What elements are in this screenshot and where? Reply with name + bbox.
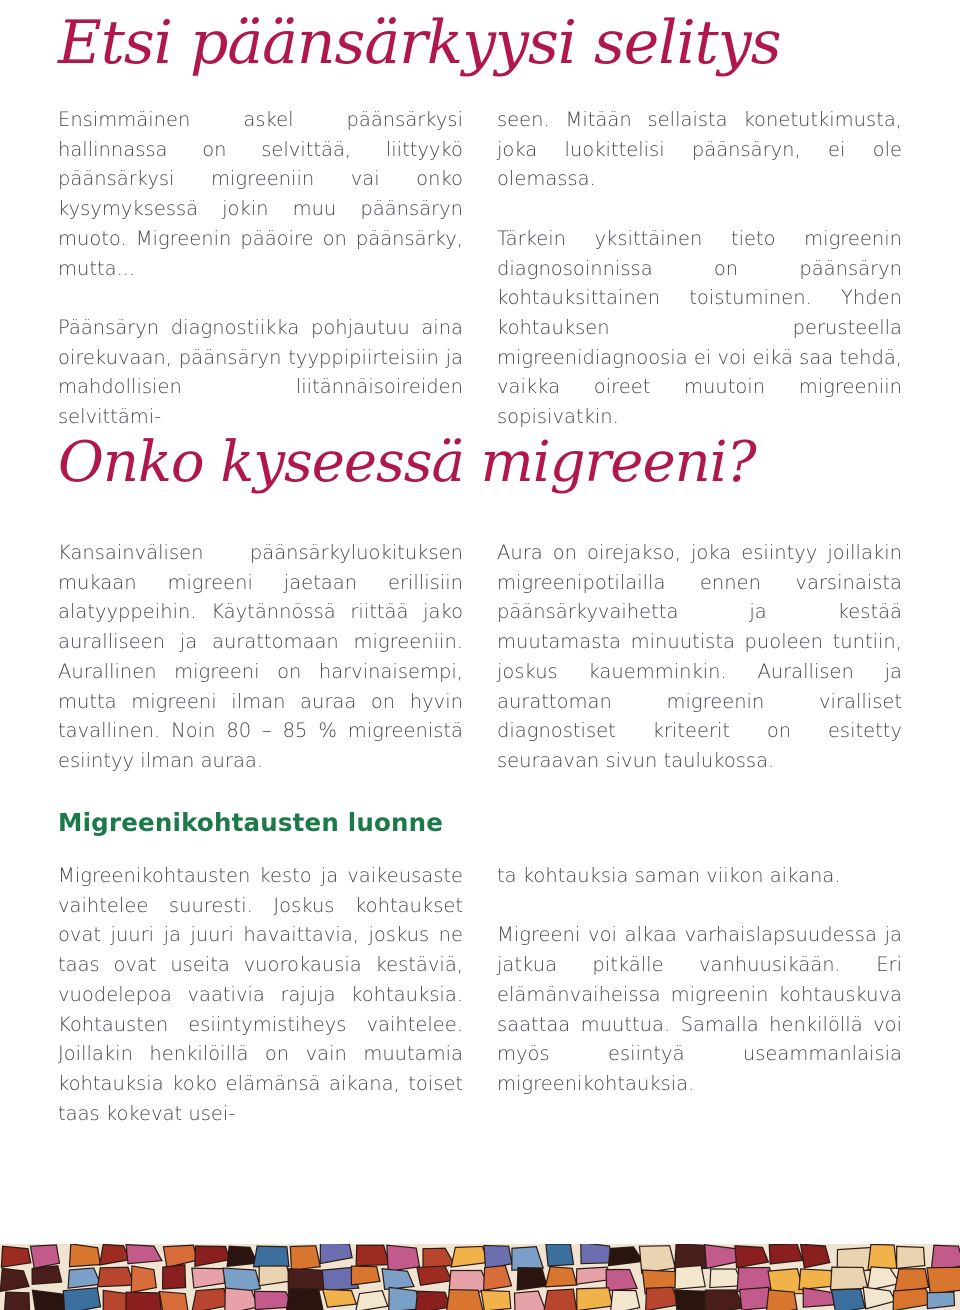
- mosaic-tile: [577, 1288, 613, 1310]
- paragraph: Tärkein yksittäinen tieto migreenin diagnosoinnissa on päänsäryn kohtauksittainen toistuminen. Yhden kohtauksen perusteella migreenidiagnoosia ei voi eikä saa tehdä, vaikka oireet muutoin migreeniin sopisivatkin.: [497, 226, 902, 429]
- mosaic-tile: [610, 1290, 639, 1310]
- section-heading-migraine-question: Onko kyseessä migreeni?: [58, 430, 756, 495]
- mosaic-tile: [163, 1265, 186, 1289]
- mosaic-tile: [415, 1291, 450, 1310]
- section3-right-column: [497, 861, 902, 1099]
- mosaic-tile: [481, 1290, 511, 1310]
- mosaic-tile: [254, 1246, 289, 1267]
- mosaic-tile: [704, 1290, 743, 1310]
- mosaic-tile: [387, 1245, 420, 1271]
- mosaic-tile: [868, 1244, 897, 1269]
- section1-right-column: [497, 105, 902, 432]
- paragraph: Ensimmäinen askel päänsärkysi hallinnassa on selvittää, liittyykö päänsärkysi migreeniin vai onko kysymyksessä jokin muu päänsäryn muoto. Migreenin pääoire on päänsärky, mutta...: [58, 108, 463, 280]
- mosaic-tile: [545, 1267, 576, 1287]
- mosaic-tile: [98, 1267, 134, 1286]
- mosaic-tile: [517, 1268, 547, 1290]
- mosaic-tile: [675, 1266, 705, 1290]
- mosaic-tile: [4, 1292, 29, 1310]
- mosaic-tile: [159, 1291, 188, 1310]
- paragraph: seen. Mitään sellaista konetutkimusta, joka luokittelisi päänsäryn, ei ole olemassa.: [497, 108, 902, 191]
- mosaic-tile: [356, 1245, 389, 1266]
- section2-left-column: [58, 538, 463, 776]
- paragraph: ta kohtauksia saman viikon aikana.: [497, 864, 841, 887]
- mosaic-tile: [131, 1266, 156, 1292]
- mosaic-tile: [639, 1246, 675, 1273]
- mosaic-tile: [769, 1244, 802, 1264]
- decorative-mosaic-border: [0, 1244, 960, 1310]
- mosaic-tile: [192, 1289, 229, 1310]
- section1-left-column: [58, 105, 463, 432]
- mosaic-tile: [69, 1244, 100, 1267]
- mosaic-tile: [32, 1266, 62, 1285]
- mosaic-tile: [351, 1266, 380, 1285]
- page-title: Etsi päänsärkyysi selitys: [58, 8, 781, 78]
- mosaic-tile: [446, 1290, 483, 1310]
- mosaic-tile: [285, 1289, 323, 1310]
- mosaic-tile: [927, 1267, 960, 1293]
- mosaic-tile: [323, 1289, 357, 1307]
- mosaic-tile: [126, 1292, 161, 1310]
- mosaic-tile: [927, 1292, 954, 1309]
- paragraph: Migreenikohtausten kesto ja vaikeusaste vaihtelee suuresti. Joskus kohtaukset ovat juuri ja juuri havaittavia, joskus ne taas ovat useita vuorokausia kestäviä, vuodelepoa vaativia rajuja kohtauksia. Kohtausten esiintymistiheys vaihtelee. Joillakin henkilöillä on vain muutamia kohtauksia koko elämänsä aikana, toiset taas kokevat usei-: [58, 864, 463, 1125]
- section3-left-column: [58, 861, 463, 1128]
- mosaic-tile: [897, 1246, 925, 1268]
- mosaic-tile: [63, 1288, 100, 1310]
- subheading-attack-nature: Migreenikohtausten luonne: [58, 808, 444, 837]
- mosaic-tile: [831, 1267, 868, 1290]
- paragraph: Päänsäryn diagnostiikka pohjautuu aina oirekuvaan, päänsäryn tyyppipiirteisiin ja mahdollisien liitännäisoireiden selvittämi-: [58, 315, 463, 429]
- paragraph: Kansainvälisen päänsärkyluokituksen mukaan migreeni jaetaan erillisiin alatyyppeihin. Käytännössä riittää jako auralliseen ja aurattomaan migreeniin. Aurallinen migreeni on harvinaisempi, mutta migreeni ilman auraa on hyvin tavallinen. Noin 80 – 85 % migreenistä esiintyy ilman auraa.: [58, 541, 463, 772]
- mosaic-tile: [1, 1246, 30, 1267]
- mosaic-tile: [356, 1291, 388, 1310]
- mosaic-tile: [766, 1290, 797, 1310]
- mosaic-tile: [543, 1289, 577, 1310]
- mosaic-tile: [831, 1289, 865, 1310]
- mosaic-tile: [290, 1246, 320, 1271]
- paragraph: Aura on oirejakso, joka esiintyy joillakin migreenipotilailla ennen varsinaista päänsärkyvaihetta ja kestää muutamasta minuutista puoleen tuntiin, joskus kauemminkin. Aurallisen ja aurattoman migreenin viralliset diagnostiset kriteerit on esitetty seuraavan sivun taulukossa.: [497, 541, 902, 772]
- mosaic-tile: [546, 1244, 574, 1266]
- paragraph: Migreeni voi alkaa varhaislapsuudessa ja jatkua pitkälle vanhuusikään. Eri elämänvaiheissa migreenin kohtauskuva saattaa muuttua. Samalla henkilöllä voi myös esiintyä useammanlaisia migreenikohtauksia.: [497, 923, 902, 1095]
- section2-right-column: [497, 538, 902, 776]
